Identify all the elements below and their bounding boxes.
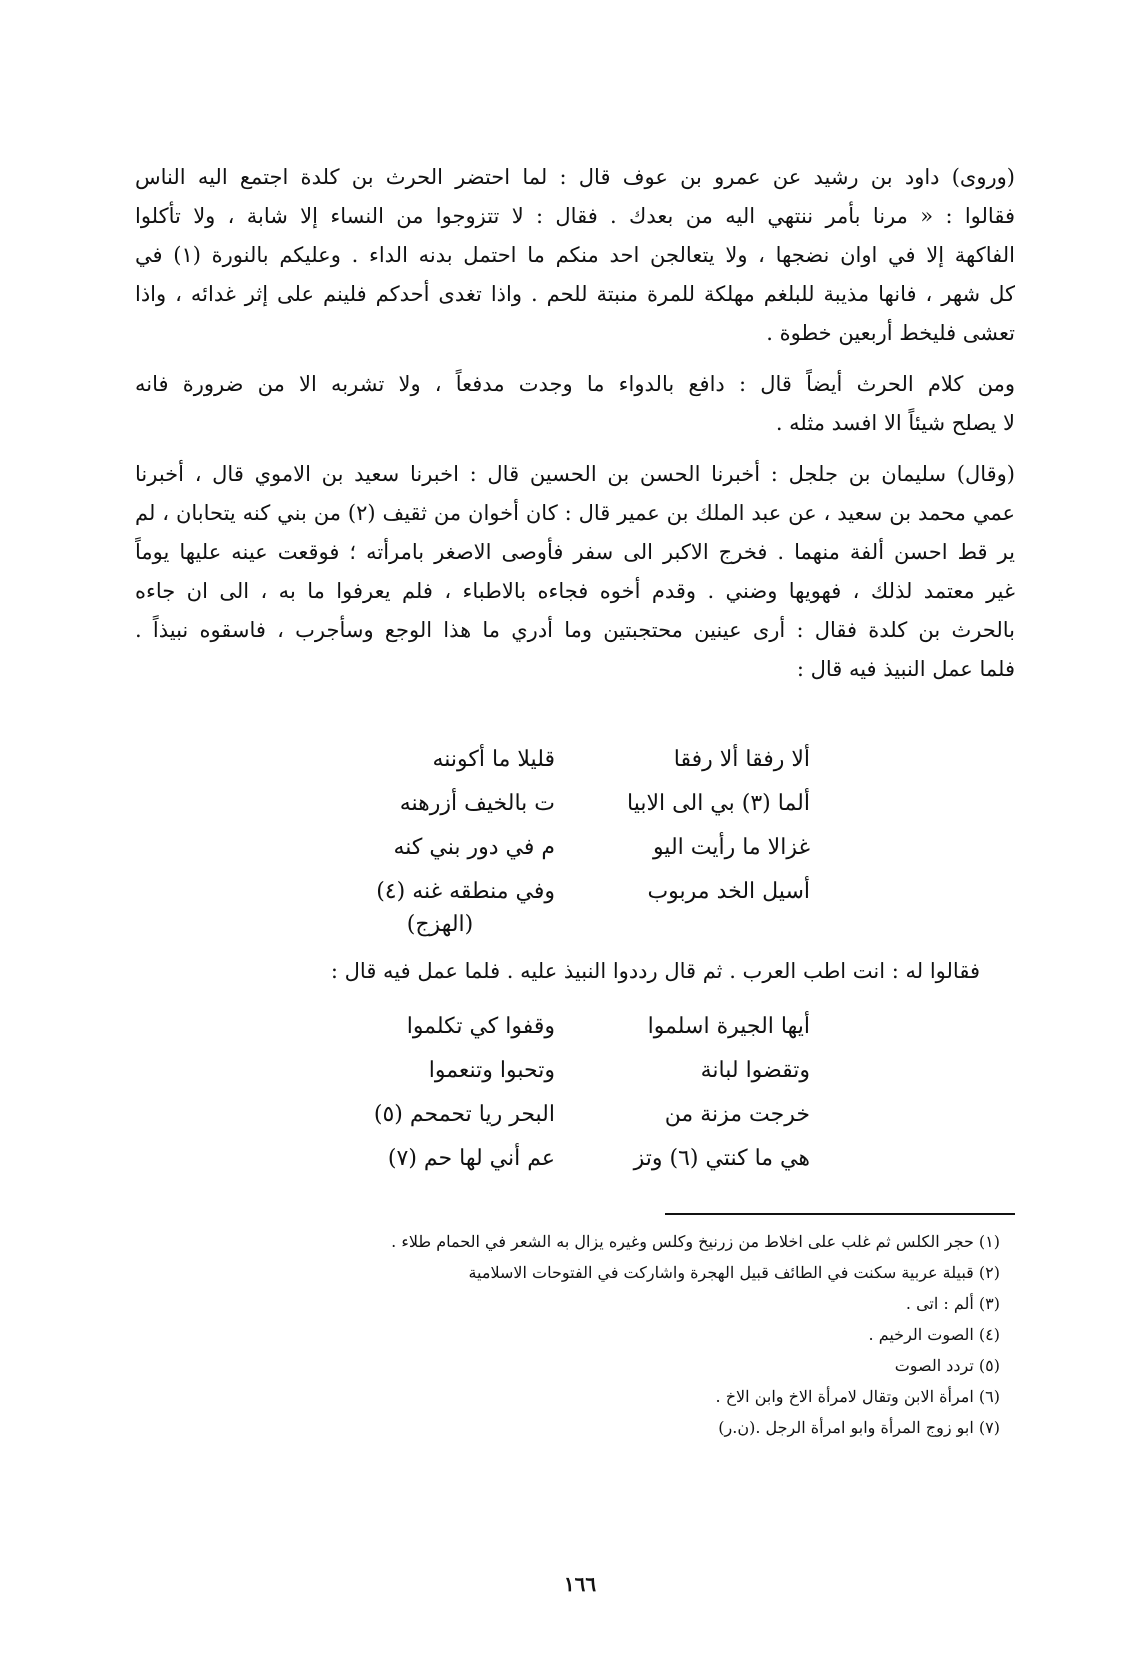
text-line: (وروى) داود بن رشيد عن عمرو بن عوف قال : لما احتضر الحرث بن كلدة اجتمع اليه الناس <box>135 165 1015 189</box>
text-line: لا يصلح شيئاً الا افسد مثله . <box>775 411 1015 435</box>
page-number: ١٦٦ <box>563 1572 597 1596</box>
poem-1 <box>350 738 810 914</box>
verse <box>350 826 810 870</box>
footnote: (٢) قبيلة عربية سكنت في الطائف قبيل الهجرة واشاركت في الفتوحات الاسلامية <box>468 1263 1000 1282</box>
verse-first-hemistich: أيها الجيرة اسلموا <box>647 1014 810 1039</box>
text-line: غير معتمد لذلك ، فهويها وضني . وقدم أخوه فجاءه بالاطباء ، فلم يعرفوا ما به ، الى ان جاءه <box>135 579 1015 603</box>
footnote: (١) حجر الكلس ثم غلب على اخلاط من زرنيخ وكلس وغيره يزال به الشعر في الحمام طلاء . <box>391 1232 1000 1251</box>
text-line: ير قط احسن ألفة منهما . فخرج الاكبر الى سفر فأوصى الاصغر بامرأته ؛ فوقعت عينه عليها يوماً <box>135 540 1015 564</box>
verse-second-hemistich: عم أني لها حم (٧) <box>387 1146 555 1171</box>
verse <box>350 738 810 782</box>
verse <box>350 1137 810 1181</box>
verse-second-hemistich: وقفوا كي تكلموا <box>406 1014 555 1039</box>
footnote: (٤) الصوت الرخيم . <box>868 1325 1000 1344</box>
text-line: (وقال) سليمان بن جلجل : أخبرنا الحسن بن الحسين قال : اخبرنا سعيد بن الاموي قال ، أخبرنا <box>135 462 1015 486</box>
verse-first-hemistich: ألما (٣) بي الى الابيا <box>627 791 810 816</box>
verse-second-hemistich: م في دور بني كنه <box>393 835 555 860</box>
footnote: (٣) ألم : اتى . <box>905 1294 1000 1313</box>
verse-second-hemistich: وفي منطقه غنه (٤) <box>376 879 555 904</box>
verse <box>350 1005 810 1049</box>
footnote: (٦) امرأة الابن وتقال لامرأة الاخ وابن الاخ . <box>715 1387 1000 1406</box>
verse <box>350 782 810 826</box>
verse-second-hemistich: البحر ريا تحمحم (٥) <box>373 1102 555 1127</box>
text-line: فلما عمل النبيذ فيه قال : <box>796 657 1015 681</box>
verse-second-hemistich: قليلا ما أكوننه <box>432 747 555 772</box>
paragraph-2 <box>135 365 1015 443</box>
main-text <box>135 158 1015 701</box>
verse-second-hemistich: ت بالخيف أزرهنه <box>399 791 555 816</box>
text-line: تعشى فليخط أربعين خطوة . <box>766 321 1015 345</box>
text-line: ومن كلام الحرث أيضاً قال : دافع بالدواء ما وجدت مدفعاً ، ولا تشربه الا من ضرورة فانه <box>135 372 1015 396</box>
paragraph-3 <box>135 455 1015 689</box>
poem-2 <box>350 1005 810 1181</box>
paragraph-1 <box>135 158 1015 353</box>
footnote: (٧) ابو زوج المرأة وابو امرأة الرجل .(ن.ر) <box>718 1418 1000 1437</box>
text-line: كل شهر ، فانها مذيبة للبلغم مهلكة للمرة منبتة للحم . واذا تغدى أحدكم فلينم على إثر غدائه ، واذا <box>135 282 1015 306</box>
verse-second-hemistich: وتحبوا وتنعموا <box>428 1058 555 1083</box>
verse-first-hemistich: وتقضوا لبانة <box>700 1058 810 1083</box>
verse-first-hemistich: هي ما كنتي (٦) وتز <box>633 1146 810 1171</box>
text-after-poem: فقالوا له : انت اطب العرب . ثم قال رددوا النبيذ عليه . فلما عمل فيه قال : <box>330 959 980 983</box>
text-line: فقالوا : « مرنا بأمر ننتهي اليه من بعدك . فقال : لا تتزوجوا من النساء إلا شابة ، ولا تأكلوا <box>135 204 1015 228</box>
verse <box>350 1049 810 1093</box>
text-line: الفاكهة إلا في اوان نضجها ، ولا يتعالجن احد منكم ما احتمل بدنه الداء . وعليكم بالنورة (١) في <box>135 243 1015 267</box>
verse <box>350 870 810 914</box>
footnotes <box>300 1226 1000 1443</box>
verse-first-hemistich: أسيل الخد مربوب <box>647 879 810 904</box>
verse-first-hemistich: خرجت مزنة من <box>664 1102 810 1127</box>
verse <box>350 1093 810 1137</box>
verse-first-hemistich: ألا رفقا ألا رفقا <box>673 747 810 772</box>
text-line: بالحرث بن كلدة فقال : أرى عينين محتجبتين وما أدري ما هذا الوجع وسأجرب ، فاسقوه نبيذاً . <box>135 618 1015 642</box>
footnote: (٥) تردد الصوت <box>894 1356 1000 1375</box>
footnote-divider <box>665 1213 1015 1215</box>
text-line: عمي محمد بن سعيد ، عن عبد الملك بن عمير قال : كان أخوان من ثقيف (٢) من بني كنه يتحابان ، لم <box>135 501 1015 525</box>
poem-meter-label: (الهزج) <box>406 912 474 937</box>
verse-first-hemistich: غزالا ما رأيت اليو <box>652 835 810 860</box>
